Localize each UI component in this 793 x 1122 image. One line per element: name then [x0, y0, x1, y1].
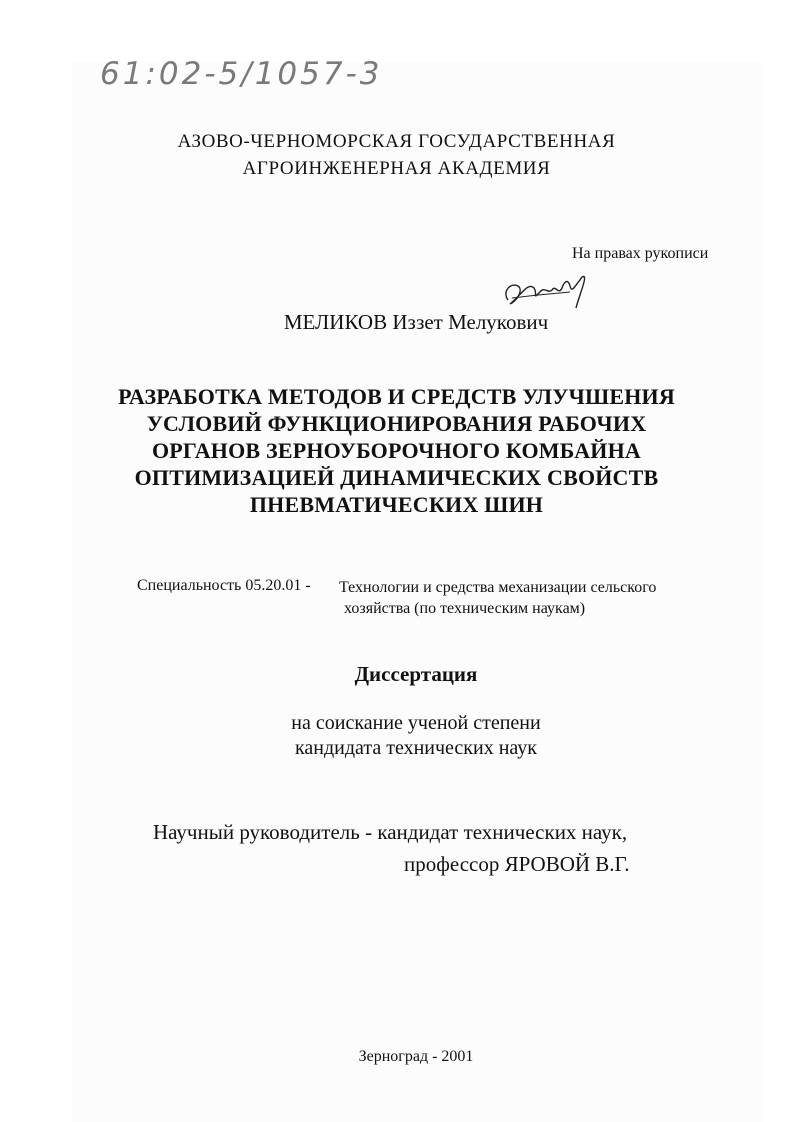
author-name: МЕЛИКОВ Иззет Мелукович	[283, 310, 549, 334]
supervisor-line-2: профессор ЯРОВОЙ В.Г.	[404, 852, 630, 876]
title-line: РАЗРАБОТКА МЕТОДОВ И СРЕДСТВ УЛУЧШЕНИЯ	[118, 384, 675, 409]
title-line: ПНЕВМАТИЧЕСКИХ ШИН	[249, 492, 544, 517]
institution-line-1: АЗОВО-ЧЕРНОМОРСКАЯ ГОСУДАРСТВЕННАЯ	[177, 131, 616, 152]
specialty-value-line-1: Технологии и средства механизации сельского	[339, 579, 657, 596]
specialty-value	[339, 577, 739, 619]
degree-line-2: кандидата технических наук	[294, 737, 538, 759]
signature-image	[498, 270, 593, 312]
title-line: ОРГАНОВ ЗЕРНОУБОРОЧНОГО КОМБАЙНА	[151, 438, 642, 463]
degree-line-1: на соискание ученой степени	[291, 712, 541, 734]
title-line: УСЛОВИЙ ФУНКЦИОНИРОВАНИЯ РАБОЧИХ	[146, 411, 647, 436]
title-line: ОПТИМИЗАЦИЕЙ ДИНАМИЧЕСКИХ СВОЙСТВ	[134, 465, 659, 490]
specialty-value-line-2: хозяйства (по техническим наукам)	[344, 600, 586, 617]
institution-line-2: АГРОИНЖЕНЕРНАЯ АКАДЕМИЯ	[242, 158, 551, 179]
work-type: Диссертация	[354, 662, 478, 686]
dissertation-title	[0, 383, 793, 518]
supervisor-line-1: Научный руководитель - кандидат технических наук,	[153, 820, 628, 844]
manuscript-note: На правах рукописи	[572, 245, 709, 262]
archive-code: 61:02-5/1057-3	[100, 56, 383, 92]
institution-name	[0, 128, 793, 182]
degree-statement	[0, 711, 793, 761]
city-year: Зерноград - 2001	[358, 1048, 474, 1065]
specialty-label: Специальность 05.20.01 -	[137, 577, 311, 594]
